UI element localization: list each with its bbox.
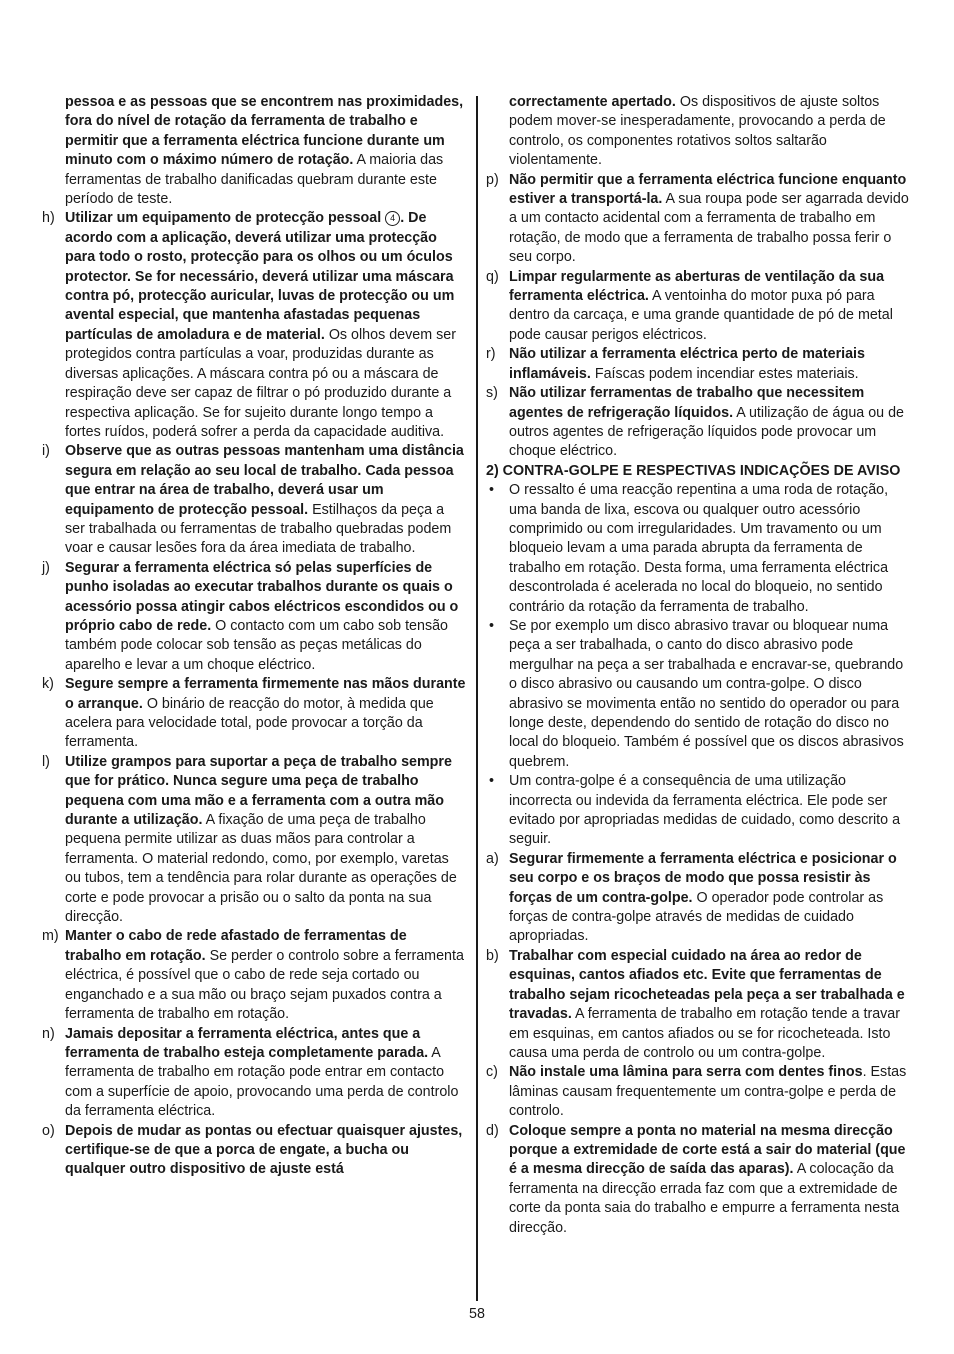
item-m: [42, 927, 466, 1024]
item-bold-text: Não utilizar a ferramenta eléctrica perto de materiais inflamáveis.: [509, 346, 865, 382]
item-marker: i): [42, 443, 50, 460]
item-o-continued: [486, 93, 912, 171]
item-marker: h): [42, 210, 55, 227]
item-marker: c): [486, 1064, 498, 1081]
item-bold-text: Segure sempre a ferramenta firmemente nas mãos durante o arranque.: [65, 676, 466, 712]
item-bold-text: Depois de mudar as pontas ou efectuar quaisquer ajustes, certifique-se de que a porca de engate, a bucha ou qualquer outro dispositivo de ajuste está: [65, 1122, 463, 1178]
item-bold-text: Coloque sempre a ponta no material na mesma direcção porque a extremidade de corte está a sair do material (que é a mesma direcção de saída das aparas).: [509, 1122, 906, 1178]
column-divider: [476, 96, 478, 1301]
item-s: [486, 384, 912, 462]
item-text: A utilização de água ou de outros agentes de refrigeração líquidos pode provocar um choque eléctrico.: [509, 404, 904, 460]
bullet-icon: •: [489, 617, 495, 634]
item-text: A ventoinha do motor puxa pó para dentro da carcaça, e uma grande quantidade de pó de metal pode causar perigos eléctricos.: [509, 288, 893, 343]
bullet-item: [486, 772, 912, 850]
bullet-icon: •: [489, 482, 495, 499]
item-text: A fixação de uma peça de trabalho pequena permite utilizar as duas mãos para controlar a ferramenta. O material redondo, como, por exemplo, varetas ou tubos, tem a tendência para rolar durante as operações de corte e pode provocar a prisão ou o salto da ponta na sua direcção.: [65, 812, 457, 926]
item-text: Os dispositivos de ajuste soltos podem mover-se inesperadamente, provocando a perda de controlo, os componentes rotativos soltos saltarão violentamente.: [509, 94, 886, 169]
item-marker: p): [486, 171, 499, 188]
item-i: [42, 442, 466, 558]
item-o: [42, 1122, 466, 1180]
item-n: [42, 1025, 466, 1122]
item-text: A ferramenta de trabalho em rotação tende a travar em esquinas, em cantos afiados ou se for ricocheteada. Isto causa uma perda de controlo ou um contra-golpe.: [509, 1006, 901, 1061]
item-k: [42, 675, 466, 753]
item-bold-text: Utilize grampos para suportar a peça de trabalho sempre que for prático. Nunca segure uma peça de trabalho pequena com uma mão e a ferramenta com a outra mão durante a utilização.: [65, 753, 452, 829]
bullet-item: [486, 617, 912, 772]
item-bold-text: . De acordo com a aplicação, deverá utilizar uma protecção para todo o rosto, protecção para os olhos ou um óculos protector. Se for necessário, deverá utilizar uma máscara contra pó, protecção auricular, luvas de protecção ou um avental especial, que mantenha afastadas pequenas partículas de amoladura e de material.: [65, 210, 455, 343]
item-text: A colocação da ferramenta na direcção errada faz com que a extremidade de corte da ponta saia do trabalho e empurre a ferramenta nesta direcção.: [509, 1161, 900, 1236]
item-j: [42, 559, 466, 675]
item-bold-text: Utilizar um equipamento de protecção pessoal: [65, 210, 382, 227]
bullet-text: Se por exemplo um disco abrasivo travar ou bloquear numa peça a ser trabalhada, o canto do disco abrasivo pode mergulhar na peça a ser trabalhada e encravar-se, quebrando o disco abrasivo ou causando um contra-golpe. O disco abrasivo se movimenta então no sentido do operador ou para longe deste, dependendo do sentido de rotação do disco no local do bloqueio. Também é possível que os discos abrasivos quebrem.: [509, 617, 904, 770]
left-column: [42, 93, 466, 1180]
item-marker: m): [42, 928, 59, 945]
item-marker: r): [486, 346, 496, 363]
item-bold-text: Observe que as outras pessoas mantenham uma distância segura em relação ao seu local de trabalho. Cada pessoa que entrar na área de trabalho, deverá usar um equipamento de protecção pessoal.: [65, 443, 464, 518]
item-text: Faíscas podem incendiar estes materiais.: [590, 365, 859, 382]
item-text: A sua roupa pode ser agarrada devido a um contacto acidental com a ferramenta de trabalho em rotação, de modo que a ferramenta de trabalho possa ferir o seu corpo.: [509, 191, 909, 266]
item-marker: s): [486, 385, 498, 402]
item-q: [486, 268, 912, 346]
page-number: 58: [469, 1306, 485, 1322]
item-a: [486, 850, 912, 947]
item-text: Os olhos devem ser protegidos contra partículas a voar, produzidas durante as diversas aplicações. A máscara contra pó ou a máscara de respiração deve ser capaz de filtrar o pó produzido durante a respectiva aplicação. Se for sujeito durante longo tempo a fortes ruídos, poderá sofrer a perda da capacidade auditiva.: [65, 326, 456, 440]
item-marker: b): [486, 947, 499, 964]
section-heading: 2) CONTRA-GOLPE E RESPECTIVAS INDICAÇÕES DE AVISO: [486, 462, 901, 479]
item-marker: q): [486, 268, 499, 285]
item-g-continued: [42, 93, 466, 209]
item-text: O contacto com um cabo sob tensão também pode colocar sob tensão as peças metálicas do aparelho e levar a um choque eléctrico.: [65, 617, 449, 673]
item-marker: l): [42, 753, 50, 770]
item-text: A ferramenta de trabalho em rotação pode entrar em contacto com a superfície de apoio, provocando uma perda de controlo da ferramenta eléctrica.: [65, 1044, 459, 1120]
item-marker: n): [42, 1025, 55, 1042]
item-text: O binário de reacção do motor, à medida que acelera para velocidade total, pode provocar a torção da ferramenta.: [65, 695, 434, 751]
item-text: . Estas lâminas causam frequentemente um contra-golpe e perda de controlo.: [509, 1064, 907, 1120]
item-bold-text: Segurar a ferramenta eléctrica só pelas superfícies de punho isoladas ao executar trabalhos durante os quais o acessório possa atingir cabos eléctricos escondidos ou o próprio cabo de rede.: [65, 559, 459, 634]
item-bold-text: Jamais depositar a ferramenta eléctrica, antes que a ferramenta de trabalho esteja completamente parada.: [65, 1025, 429, 1061]
item-bold-text: Não instale uma lâmina para serra com dentes finos: [509, 1064, 863, 1081]
item-h: [42, 209, 466, 442]
item-b: [486, 947, 912, 1063]
bullet-item: [486, 481, 912, 617]
bullet-icon: •: [489, 773, 495, 790]
item-bold-text: Segurar firmemente a ferramenta eléctrica e posicionar o seu corpo e os braços de modo que possa resistir às forças de um contra-golpe.: [509, 850, 897, 906]
item-marker: a): [486, 850, 499, 867]
item-marker: j): [42, 559, 50, 576]
item-p: [486, 171, 912, 268]
item-bold-text: Trabalhar com especial cuidado na área ao redor de esquinas, cantos afiados etc. Evite que ferramentas de trabalho sejam ricocheteadas pela peça a ser trabalhada e travadas.: [509, 947, 905, 1023]
item-bold-text: Não utilizar ferramentas de trabalho que necessitem agentes de refrigeração líquidos.: [509, 385, 865, 421]
item-text: A maioria das ferramentas de trabalho danificadas quebram durante este período de teste.: [65, 152, 444, 208]
circled-number-icon: 4: [385, 211, 400, 226]
item-bold-text: Limpar regularmente as aberturas de ventilação da sua ferramenta eléctrica.: [509, 268, 885, 305]
item-bold-text: Não permitir que a ferramenta eléctrica funcione enquanto estiver a transportá-la.: [509, 171, 907, 208]
item-r: [486, 345, 912, 384]
item-bold-text: pessoa e as pessoas que se encontrem nas proximidades, fora do nível de rotação da ferramenta de trabalho e permitir que a ferramenta eléctrica funcione durante um minuto com o máximo número de rotação.: [65, 94, 464, 169]
item-text: O operador pode controlar as forças de contra-golpe através de medidas de cuidado apropriadas.: [509, 889, 884, 945]
item-marker: d): [486, 1122, 499, 1139]
item-bold-text: correctamente apertado.: [509, 94, 676, 110]
item-d: [486, 1122, 912, 1238]
item-c: [486, 1063, 912, 1121]
right-column: [486, 93, 912, 1238]
item-marker: o): [42, 1122, 55, 1139]
item-text: Estilhaços da peça a ser trabalhada ou ferramentas de trabalho quebradas podem voar e causar lesões fora da área imediata de trabalho.: [65, 501, 452, 557]
item-text: Se perder o controlo sobre a ferramenta eléctrica, é possível que o cabo de rede seja cortado ou enganchado e a sua mão ou braço sejam puxados contra a ferramenta de trabalho em rotação.: [65, 947, 464, 1023]
item-marker: k): [42, 676, 54, 693]
bullet-text: Um contra-golpe é a consequência de uma utilização incorrecta ou indevida da ferramenta eléctrica. Ele pode ser evitado por apropriadas medidas de cuidado, como descrito a seguir.: [509, 773, 901, 848]
item-l: [42, 753, 466, 928]
bullet-text: O ressalto é uma reacção repentina a uma roda de rotação, uma banda de lixa, escova ou qualquer outro acessório comprimido ou com irregularidades. Um travamento ou um bloqueio levam a uma parada abrupta da ferramenta de trabalho em rotação. Desta forma, uma ferramenta eléctrica descontrolada é acelerada no local do bloqueio, no sentido contrário da rotação da ferramenta de trabalho.: [509, 482, 889, 615]
item-bold-text: Manter o cabo de rede afastado de ferramentas de trabalho em rotação.: [65, 928, 407, 964]
